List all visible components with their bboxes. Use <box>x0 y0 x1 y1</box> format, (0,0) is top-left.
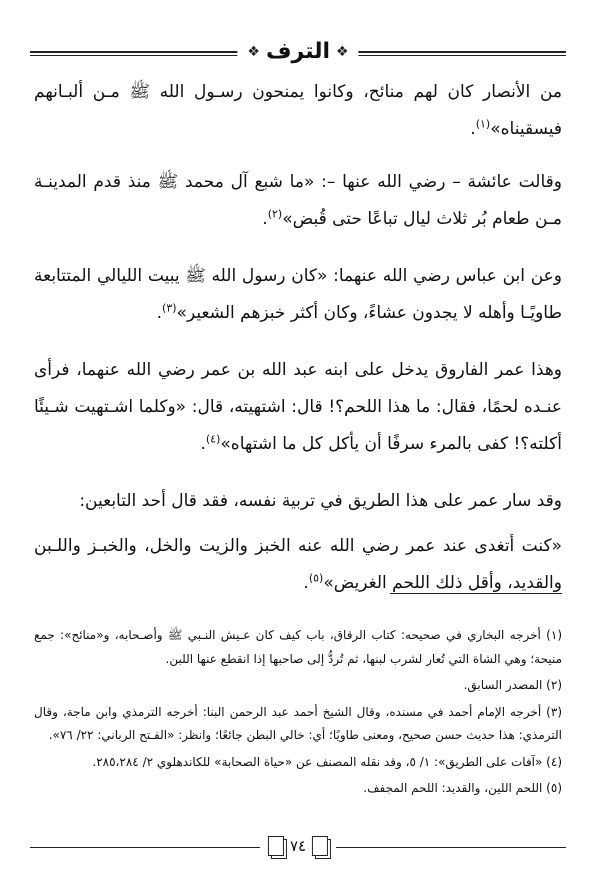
paragraph <box>34 164 562 238</box>
footnote-separator <box>390 593 562 594</box>
paragraph <box>34 258 562 332</box>
footnote-marker: (١) <box>475 117 491 131</box>
paragraph-end: . <box>303 573 309 593</box>
paragraph-text: وقالت عائشة – رضي الله عنها –: «ما شبع آل محمد ﷺ منذ قدم المدينـة مـن طعام بُر ثلاث ليال تباعًا حتى قُبض» <box>34 172 562 229</box>
paragraph-text: وعن ابن عباس رضي الله عنهما: «كان رسول الله ﷺ يبيت الليالي المتتابعة طاويًـا وأهله لا يجدون عشاءً، وكان أكثر خبزهم الشعير» <box>34 266 562 323</box>
footnotes <box>34 624 562 804</box>
paragraph-text: «كنت أتغدى عند عمر رضي الله عنه الخبز والزيت والخل، والخبـز واللـبن والقديد، وأقل ذلك اللحم الغريض» <box>34 536 562 593</box>
footnote: (١) أخرجه البخاري في صحيحه: كتاب الرقاق، باب كيف كان عـيش النـبي ﷺ وأصـحابه، و«منائح»: جمع منيحة؛ وهي الشاة التي تُعار لشرب لبنها، ثم تُردُّ إلى صاحبها إذا انقطع عنها اللبن. <box>34 628 562 666</box>
book-icon <box>268 836 284 856</box>
footnote-marker: (٣) <box>162 301 177 315</box>
footnote: (٤) «آفات على الطريق»: ١/ ٥، وقد نقله المصنف عن «حياة الصحابة» للكاندهلوي ٢/ ٢٨٥،٢٨٤. <box>92 754 562 769</box>
footnote: (٥) اللحم اللين، والقديد: اللحم المجفف. <box>363 781 562 795</box>
footnote-marker: (٢) <box>267 207 283 221</box>
paragraph <box>34 528 562 602</box>
footnote-marker: (٥) <box>308 571 324 585</box>
book-icon <box>312 836 328 856</box>
main-text <box>34 74 562 622</box>
page-number: ٧٤ <box>289 837 307 855</box>
ornament-icon: ❖ <box>247 44 260 60</box>
paragraph-text: من الأنصار كان لهم منائح، وكانوا يمنحون رسـول الله ﷺ مـن ألبـانهم فيسقيناه» <box>34 82 562 139</box>
page-footer <box>0 832 596 862</box>
paragraph-text: وهذا عمر الفاروق يدخل على ابنه عبد الله بن عمر رضي الله عنهما، فرأى عنـده لحمًا، فقال: ما هذا اللحم؟! قال: اشتهيته، قال: «وكلما اشـتهيت شـيئًا أكلته؟! كفى بالمرء سرفًا أن يأكل كل ما اشتهاه» <box>34 360 562 454</box>
chapter-title: الترف <box>265 39 331 64</box>
footnote-marker: (٤) <box>205 432 221 446</box>
paragraph <box>34 74 562 148</box>
paragraph-end: . <box>200 434 206 454</box>
paragraph-end: . <box>262 209 268 229</box>
page-header <box>30 38 566 66</box>
page-number-box <box>260 834 336 858</box>
footnote: (٣) أخرجه الإمام أحمد في مسنده، وقال الشيخ أحمد عبد الرحمن البنا: أخرجه الترمذي وابن ماجة، وقال الترمذي: هذا حديث حسن صحيح، ومعنى طاويًا؛ أي: خالي البطن جائعًا؛ وانظر: «الفـتح الرباني: ٢٢/ ٧٦». <box>34 704 562 742</box>
paragraph-text: وقد سار عمر على هذا الطريق في تربية نفسه، فقد قال أحد التابعين: <box>79 491 562 511</box>
paragraph <box>34 352 562 463</box>
header-title-box <box>237 38 358 66</box>
ornament-icon: ❖ <box>336 44 349 60</box>
paragraph-end: . <box>156 303 163 323</box>
footnote: (٢) المصدر السابق. <box>463 678 562 692</box>
paragraph-end: . <box>470 119 476 139</box>
paragraph <box>34 483 562 520</box>
